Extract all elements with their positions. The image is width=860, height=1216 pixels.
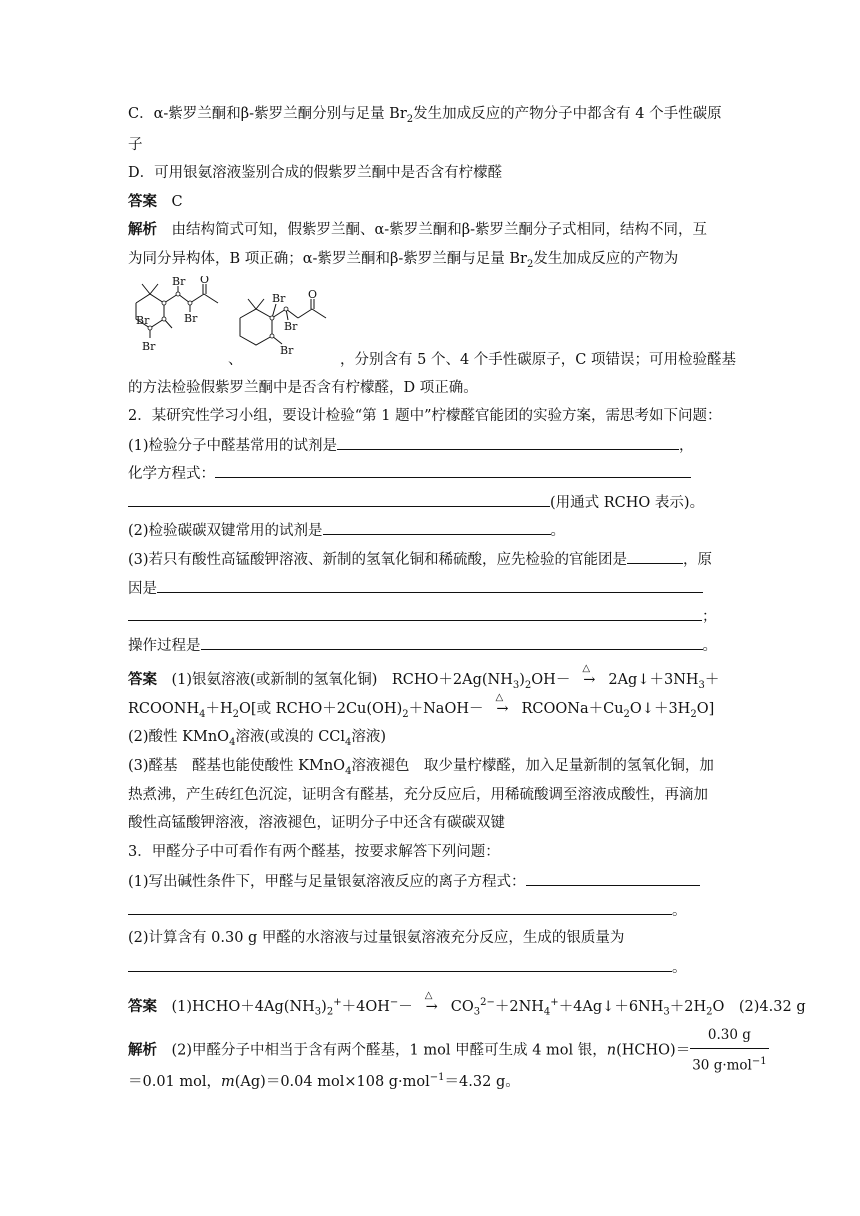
option-c-line1: C．α-紫罗兰酮和β-紫罗兰酮分别与足量 $Br_2$发生加成反应的产物分子中都含有 4 个手性碳原	[128, 106, 722, 125]
q2-part3-line3: ；	[128, 606, 717, 627]
svg-text:Br: Br	[284, 320, 298, 333]
analysis-1-line2: 为同分异构体，B 项正确；α-紫罗兰酮和β-紫罗兰酮与足量 $Br_2$发生加成反应的产物为	[128, 251, 679, 270]
q2-part2: (2)检验碳碳双键常用的试剂是 。	[128, 520, 565, 541]
answer-1: 答案 C	[128, 194, 183, 210]
analysis-label: 解析	[128, 222, 157, 238]
answer-3: 答案 $(1)HCHO+4Ag(NH_3)_2^++4OH^--$ △ → $CO_3^{2-}+2NH_4^++4Ag↓+6NH_3+2H_2O$ (2)4.32 g	[128, 989, 806, 1018]
answer-blank[interactable]	[526, 871, 700, 886]
svg-text:Br: Br	[172, 276, 186, 288]
answer-blank[interactable]	[323, 520, 551, 535]
answer-2-line4: (3)醛基 醛基也能使酸性 KMnO$_4$溶液褪色 取少量柠檬醛，加入足量新制的氢氧化铜，加	[128, 758, 714, 777]
structure-beta-dibromide	[232, 290, 342, 368]
q3-part2-line1: (2)计算含有 0.30 g 甲醛的水溶液与过量银氨溶液充分反应，生成的银质量为	[128, 930, 625, 946]
heat-arrow: △ →	[424, 989, 438, 1015]
answer-2-line2: $RCOONH_4+H_2O$[或 $RCHO+2Cu(OH)_2+NaOH-$ △ → $RCOONa+Cu_2O↓+3H_2O$]	[128, 692, 715, 720]
answer-blank[interactable]	[128, 606, 702, 621]
answer-2-line3: (2)酸性 KMnO$_4$溶液(或溴的 CCl$_4$溶液)	[128, 729, 387, 748]
q3-intro: 3．甲醛分子中可看作有两个醛基，按要求解答下列问题：	[128, 844, 500, 860]
q3-part1-line1: (1)写出碱性条件下，甲醛与足量银氨溶液反应的离子方程式：	[128, 871, 700, 892]
analysis-3-line2: ＝0.01 mol，m(Ag)＝0.04 mol×108 g·mol$^{-1}$＝4.32 g。	[128, 1072, 520, 1090]
q2-intro: 2．某研究性学习小组，要设计检验“第 1 题中”柠檬醛官能团的实验方案，需思考如下问题：	[128, 408, 722, 424]
svg-text:Br: Br	[136, 314, 150, 327]
svg-text:O: O	[308, 290, 318, 301]
analysis-1-line3: ，分别含有 5 个、4 个手性碳原子，C 项错误；可用检验醛基	[340, 352, 736, 368]
analysis-3-line1: 解析 (2)甲醛分子中相当于含有两个醛基，1 mol 甲醛可生成 4 mol 银，n(HCHO)＝ $\frac{0.30 g}{30 g\cdot mol^{-1}}$	[128, 1022, 769, 1079]
structure-alpha-dibromide	[128, 276, 228, 362]
heat-arrow: △ →	[582, 663, 596, 688]
q3-part1-line2: 。	[128, 900, 687, 921]
struct-separator: 、	[228, 352, 243, 368]
answer-2-line6: 酸性高锰酸钾溶液，溶液褪色，证明分子中还含有碳碳双键	[128, 815, 505, 831]
q3-part2-line2: 。	[128, 957, 687, 978]
answer-blank[interactable]	[337, 435, 679, 450]
answer-blank[interactable]	[128, 900, 672, 915]
answer-blank[interactable]	[128, 492, 550, 507]
svg-text:O: O	[200, 276, 210, 286]
svg-text:Br: Br	[280, 344, 294, 357]
heat-arrow: △ →	[495, 692, 509, 717]
analysis-1-line1: 解析 由结构简式可知，假紫罗兰酮、α-紫罗兰酮和β-紫罗兰酮分子式相同，结构不同，互	[128, 222, 707, 238]
answer-label: 答案	[128, 194, 157, 210]
option-c-line2: 子	[128, 137, 143, 153]
q2-part1-line1: (1)检验分子中醛基常用的试剂是 ，	[128, 435, 694, 456]
answer-blank[interactable]	[128, 957, 672, 972]
fraction: $\frac{0.30 g}{30 g\cdot mol^{-1}}$	[690, 1022, 768, 1079]
svg-text:Br: Br	[272, 292, 286, 305]
q2-part3-line4: 操作过程是 。	[128, 635, 717, 656]
q2-part3-line2: 因是	[128, 578, 703, 599]
answer-blank[interactable]	[201, 635, 703, 650]
answer-blank[interactable]	[215, 463, 691, 478]
svg-text:Br: Br	[184, 312, 198, 325]
q2-part3-line1: (3)若只有酸性高锰酸钾溶液、新制的氢氧化铜和稀硫酸，应先检验的官能团是 ，原	[128, 549, 712, 570]
answer-2-line1: 答案 (1)银氨溶液(或新制的氢氧化铜) $RCHO+2Ag(NH_3)_2OH-$ △ → $2Ag↓+3NH_3+$	[128, 663, 720, 691]
q2-part1-line3: (用通式 RCHO 表示)。	[128, 492, 704, 513]
option-d: D．可用银氨溶液鉴别合成的假紫罗兰酮中是否含有柠檬醛	[128, 165, 503, 181]
answer-2-line5: 热煮沸，产生砖红色沉淀，证明含有醛基，充分反应后，用稀硫酸调至溶液成酸性，再滴加	[128, 787, 708, 803]
analysis-1-line4: 的方法检验假紫罗兰酮中是否含有柠檬醛，D 项正确。	[128, 380, 478, 396]
answer-blank[interactable]	[627, 549, 683, 564]
svg-text:Br: Br	[142, 340, 156, 353]
q2-part1-line2: 化学方程式：	[128, 463, 691, 484]
answer-blank[interactable]	[157, 578, 703, 593]
